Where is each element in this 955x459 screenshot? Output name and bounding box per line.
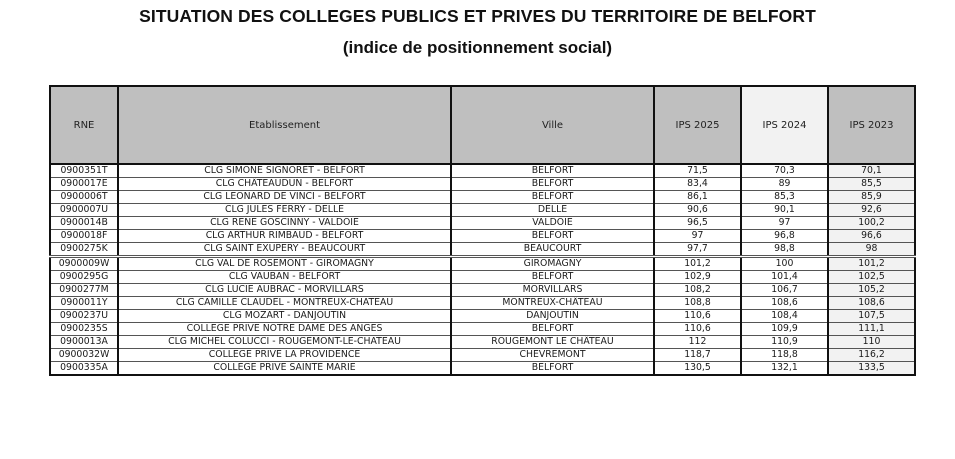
ville-cell: VALDOIE bbox=[451, 217, 654, 230]
ville-cell: GIROMAGNY bbox=[451, 257, 654, 271]
etablissement-cell: COLLEGE PRIVE LA PROVIDENCE bbox=[118, 349, 451, 362]
ips-2023-cell: 85,5 bbox=[828, 178, 915, 191]
ips-2025-cell: 96,5 bbox=[654, 217, 741, 230]
ips-2025-cell: 97,7 bbox=[654, 243, 741, 257]
ville-cell: CHEVREMONT bbox=[451, 349, 654, 362]
ips-2025-cell: 101,2 bbox=[654, 257, 741, 271]
rne-cell: 0900007U bbox=[50, 204, 118, 217]
ips-2024-cell: 101,4 bbox=[741, 271, 828, 284]
table-row bbox=[50, 217, 915, 230]
ips-2024-cell: 100 bbox=[741, 257, 828, 271]
column-header-ips-2023: IPS 2023 bbox=[828, 86, 915, 164]
ips-2024-cell: 110,9 bbox=[741, 336, 828, 349]
page-subtitle: (indice de positionnement social) bbox=[342, 38, 613, 57]
rne-cell: 0900017E bbox=[50, 178, 118, 191]
ips-2023-cell: 98 bbox=[828, 243, 915, 257]
ips-2023-cell: 70,1 bbox=[828, 164, 915, 178]
ips-2025-cell: 108,8 bbox=[654, 297, 741, 310]
ips-2023-cell: 105,2 bbox=[828, 284, 915, 297]
rne-cell: 0900295G bbox=[50, 271, 118, 284]
rne-cell: 0900009W bbox=[50, 257, 118, 271]
table-row bbox=[50, 362, 915, 376]
ips-2025-cell: 86,1 bbox=[654, 191, 741, 204]
etablissement-cell: CLG MICHEL COLUCCI - ROUGEMONT-LE-CHATEAU bbox=[118, 336, 451, 349]
ips-2024-cell: 132,1 bbox=[741, 362, 828, 376]
etablissement-cell: COLLEGE PRIVE SAINTE MARIE bbox=[118, 362, 451, 376]
ips-2024-cell: 70,3 bbox=[741, 164, 828, 178]
etablissement-cell: CLG VAUBAN - BELFORT bbox=[118, 271, 451, 284]
ips-2024-cell: 85,3 bbox=[741, 191, 828, 204]
ips-2023-cell: 107,5 bbox=[828, 310, 915, 323]
column-header-ville: Ville bbox=[451, 86, 654, 164]
ips-2023-cell: 96,6 bbox=[828, 230, 915, 243]
ville-cell: BELFORT bbox=[451, 164, 654, 178]
ips-2025-cell: 90,6 bbox=[654, 204, 741, 217]
ips-2023-cell: 102,5 bbox=[828, 271, 915, 284]
table-row bbox=[50, 243, 915, 257]
ips-2025-cell: 83,4 bbox=[654, 178, 741, 191]
column-header-ips-2024: IPS 2024 bbox=[741, 86, 828, 164]
etablissement-cell: CLG VAL DE ROSEMONT - GIROMAGNY bbox=[118, 257, 451, 271]
ips-2024-cell: 118,8 bbox=[741, 349, 828, 362]
ips-2023-cell: 111,1 bbox=[828, 323, 915, 336]
rne-cell: 0900006T bbox=[50, 191, 118, 204]
ville-cell: BELFORT bbox=[451, 362, 654, 376]
table-row bbox=[50, 230, 915, 243]
column-header-rne: RNE bbox=[50, 86, 118, 164]
ips-table bbox=[49, 85, 916, 376]
ips-2023-cell: 133,5 bbox=[828, 362, 915, 376]
ips-2023-cell: 110 bbox=[828, 336, 915, 349]
ips-2024-cell: 97 bbox=[741, 217, 828, 230]
ips-2023-cell: 92,6 bbox=[828, 204, 915, 217]
table-header-row bbox=[50, 86, 915, 164]
column-header-etablissement: Etablissement bbox=[118, 86, 451, 164]
rne-cell: 0900275K bbox=[50, 243, 118, 257]
rne-cell: 0900013A bbox=[50, 336, 118, 349]
etablissement-cell: CLG CHÂTEAUDUN - BELFORT bbox=[118, 178, 451, 191]
etablissement-cell: CLG LEONARD DE VINCI - BELFORT bbox=[118, 191, 451, 204]
ips-2024-cell: 108,6 bbox=[741, 297, 828, 310]
table-row bbox=[50, 323, 915, 336]
table-row bbox=[50, 349, 915, 362]
ville-cell: BELFORT bbox=[451, 271, 654, 284]
rne-cell: 0900014B bbox=[50, 217, 118, 230]
ips-2023-cell: 85,9 bbox=[828, 191, 915, 204]
ville-cell: BELFORT bbox=[451, 191, 654, 204]
column-header-ips-2025: IPS 2025 bbox=[654, 86, 741, 164]
ville-cell: BELFORT bbox=[451, 323, 654, 336]
ips-2025-cell: 130,5 bbox=[654, 362, 741, 376]
ips-2023-cell: 116,2 bbox=[828, 349, 915, 362]
ville-cell: DANJOUTIN bbox=[451, 310, 654, 323]
table-row bbox=[50, 336, 915, 349]
ips-2025-cell: 108,2 bbox=[654, 284, 741, 297]
ips-2024-cell: 109,9 bbox=[741, 323, 828, 336]
rne-cell: 0900018F bbox=[50, 230, 118, 243]
ips-2025-cell: 110,6 bbox=[654, 310, 741, 323]
etablissement-cell: CLG CAMILLE CLAUDEL - MONTREUX-CHATEAU bbox=[118, 297, 451, 310]
table-row bbox=[50, 310, 915, 323]
etablissement-cell: CLG SIMONE SIGNORET - BELFORT bbox=[118, 164, 451, 178]
page-title: SITUATION DES COLLEGES PUBLICS ET PRIVES DU TERRITOIRE DE BELFORT bbox=[139, 6, 816, 26]
etablissement-cell: CLG SAINT EXUPERY - BEAUCOURT bbox=[118, 243, 451, 257]
ville-cell: ROUGEMONT LE CHÂTEAU bbox=[451, 336, 654, 349]
ips-2025-cell: 71,5 bbox=[654, 164, 741, 178]
ips-2024-cell: 98,8 bbox=[741, 243, 828, 257]
ville-cell: MORVILLARS bbox=[451, 284, 654, 297]
table-body bbox=[50, 164, 915, 375]
ville-cell: BELFORT bbox=[451, 178, 654, 191]
ips-2023-cell: 101,2 bbox=[828, 257, 915, 271]
table-row bbox=[50, 297, 915, 310]
rne-cell: 0900032W bbox=[50, 349, 118, 362]
ips-2023-cell: 108,6 bbox=[828, 297, 915, 310]
rne-cell: 0900235S bbox=[50, 323, 118, 336]
etablissement-cell: CLG LUCIE AUBRAC - MORVILLARS bbox=[118, 284, 451, 297]
table-row bbox=[50, 271, 915, 284]
ips-2024-cell: 96,8 bbox=[741, 230, 828, 243]
ville-cell: DELLE bbox=[451, 204, 654, 217]
ips-2023-cell: 100,2 bbox=[828, 217, 915, 230]
ips-2024-cell: 106,7 bbox=[741, 284, 828, 297]
table-row bbox=[50, 191, 915, 204]
rne-cell: 0900237U bbox=[50, 310, 118, 323]
ips-2025-cell: 112 bbox=[654, 336, 741, 349]
ips-2025-cell: 97 bbox=[654, 230, 741, 243]
ville-cell: MONTREUX-CHÂTEAU bbox=[451, 297, 654, 310]
rne-cell: 0900335A bbox=[50, 362, 118, 376]
rne-cell: 0900351T bbox=[50, 164, 118, 178]
etablissement-cell: CLG MOZART - DANJOUTIN bbox=[118, 310, 451, 323]
rne-cell: 0900011Y bbox=[50, 297, 118, 310]
etablissement-cell: COLLEGE PRIVE NOTRE DAME DES ANGES bbox=[118, 323, 451, 336]
table-row bbox=[50, 178, 915, 191]
rne-cell: 0900277M bbox=[50, 284, 118, 297]
ville-cell: BELFORT bbox=[451, 230, 654, 243]
ips-2025-cell: 102,9 bbox=[654, 271, 741, 284]
table-row bbox=[50, 164, 915, 178]
etablissement-cell: CLG RENE GOSCINNY - VALDOIE bbox=[118, 217, 451, 230]
table-row bbox=[50, 204, 915, 217]
ips-2025-cell: 110,6 bbox=[654, 323, 741, 336]
table-row bbox=[50, 257, 915, 271]
table-row bbox=[50, 284, 915, 297]
etablissement-cell: CLG JULES FERRY - DELLE bbox=[118, 204, 451, 217]
etablissement-cell: CLG ARTHUR RIMBAUD - BELFORT bbox=[118, 230, 451, 243]
ips-2025-cell: 118,7 bbox=[654, 349, 741, 362]
ips-2024-cell: 89 bbox=[741, 178, 828, 191]
ips-2024-cell: 108,4 bbox=[741, 310, 828, 323]
ips-2024-cell: 90,1 bbox=[741, 204, 828, 217]
ville-cell: BEAUCOURT bbox=[451, 243, 654, 257]
